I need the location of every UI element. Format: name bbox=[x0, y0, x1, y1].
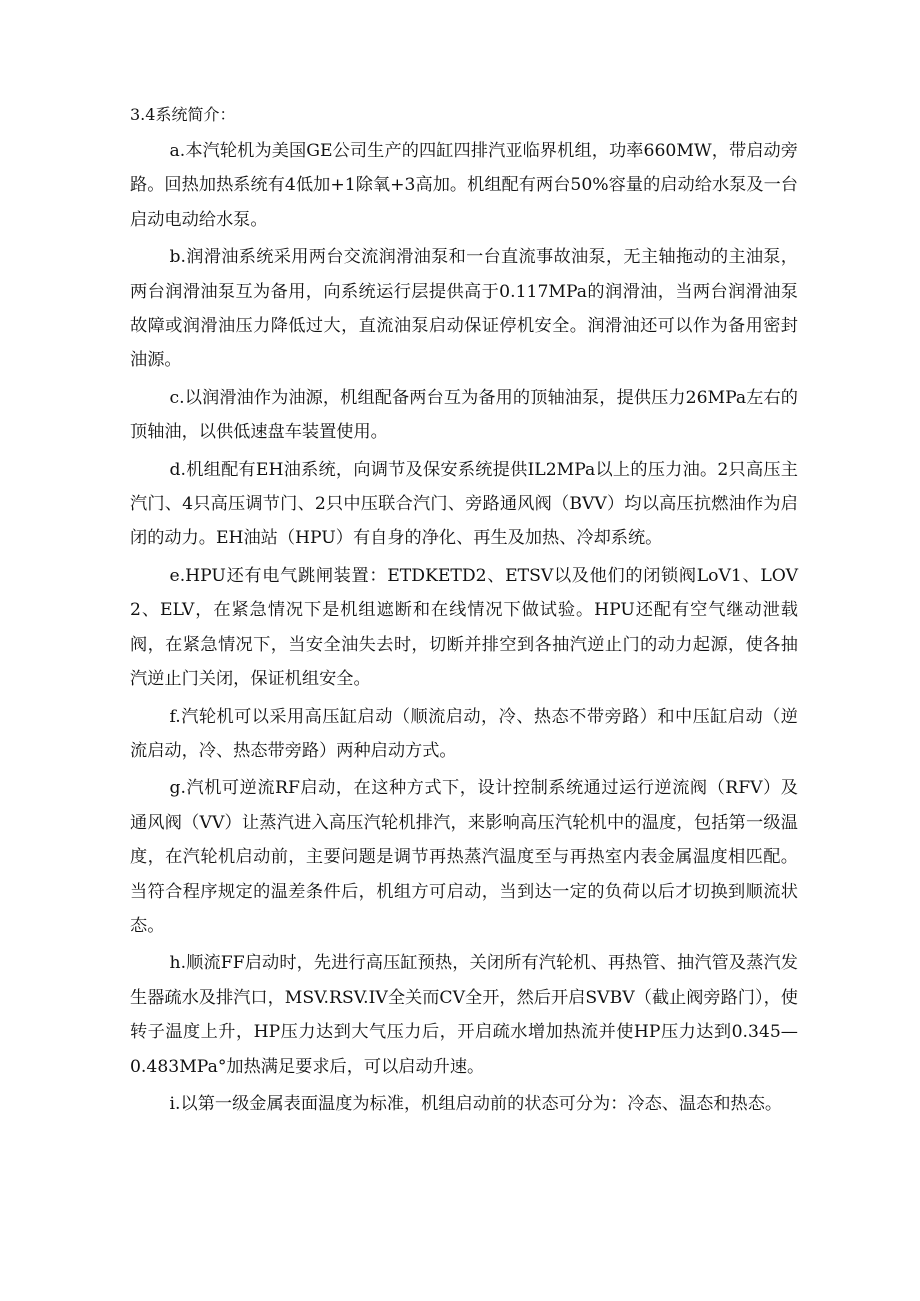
section-title: 3.4系统简介： bbox=[130, 105, 236, 124]
document-body bbox=[130, 98, 798, 1124]
paragraph-g: g.汽机可逆流RF启动，在这种方式下，设计控制系统通过运行逆流阀（RFV）及通风阀（VV）让蒸汽进入高压汽轮机排汽，来影响高压汽轮机中的温度，包括第一级温度，在汽轮机启动前，主要问题是调节再热蒸汽温度至与再热室内表金属温度相匹配。当符合程序规定的温差条件后，机组方可启动，当到达一定的负荷以后才切换到顺流状态。 bbox=[130, 778, 798, 936]
paragraph-a: a.本汽轮机为美国GE公司生产的四缸四排汽亚临界机组，功率660MW，带启动旁路。回热加热系统有4低加+1除氧+3高加。机组配有两台50%容量的启动给水泵及一台启动电动给水泵。 bbox=[130, 141, 798, 230]
paragraph-d: d.机组配有EH油系统，向调节及保安系统提供IL2MPa以上的压力油。2只高压主汽门、4只高压调节门、2只中压联合汽门、旁路通风阀（BVV）均以高压抗燃油作为启闭的动力。EH油站（HPU）有自身的净化、再生及加热、冷却系统。 bbox=[130, 459, 798, 549]
paragraph-i: i.以第一级金属表面温度为标准，机组启动前的状态可分为：冷态、温态和热态。 bbox=[169, 1093, 783, 1114]
paragraph-h: h.顺流FF启动时，先进行高压缸预热，关闭所有汽轮机、再热管、抽汽管及蒸汽发生器疏水及排汽口，MSV.RSV.IV全关而CV全开，然后开启SVBV（截止阀旁路门），使转子温度上升，HP压力达到大气压力后，开启疏水增加热流并使HP压力达到0.345—0.483MPa°加热满足要求后，可以启动升速。 bbox=[130, 953, 798, 1077]
paragraph-b: b.润滑油系统采用两台交流润滑油泵和一台直流事故油泵，无主轴拖动的主油泵，两台润滑油泵互为备用，向系统运行层提供高于0.117MPa的润滑油，当两台润滑油泵故障或润滑油压力降低过大，直流油泵启动保证停机安全。润滑油还可以作为备用密封油源。 bbox=[130, 247, 798, 371]
paragraph-e: e.HPU还有电气跳闸装置：ETDKETD2、ETSV以及他们的闭锁阀LoV1、LOV2、ELV，在紧急情况下是机组遮断和在线情况下做试验。HPU还配有空气继动泄载阀，在紧急情况下，当安全油失去时，切断并排空到各抽汽逆止门的动力起源，使各抽汽逆止门关闭，保证机组安全。 bbox=[130, 565, 798, 690]
paragraph-c: c.以润滑油作为油源，机组配备两台互为备用的顶轴油泵，提供压力26MPa左右的顶轴油，以供低速盘车装置使用。 bbox=[130, 387, 798, 443]
paragraph-f: f.汽轮机可以采用高压缸启动（顺流启动，冷、热态不带旁路）和中压缸启动（逆流启动，冷、热态带旁路）两种启动方式。 bbox=[130, 706, 798, 761]
